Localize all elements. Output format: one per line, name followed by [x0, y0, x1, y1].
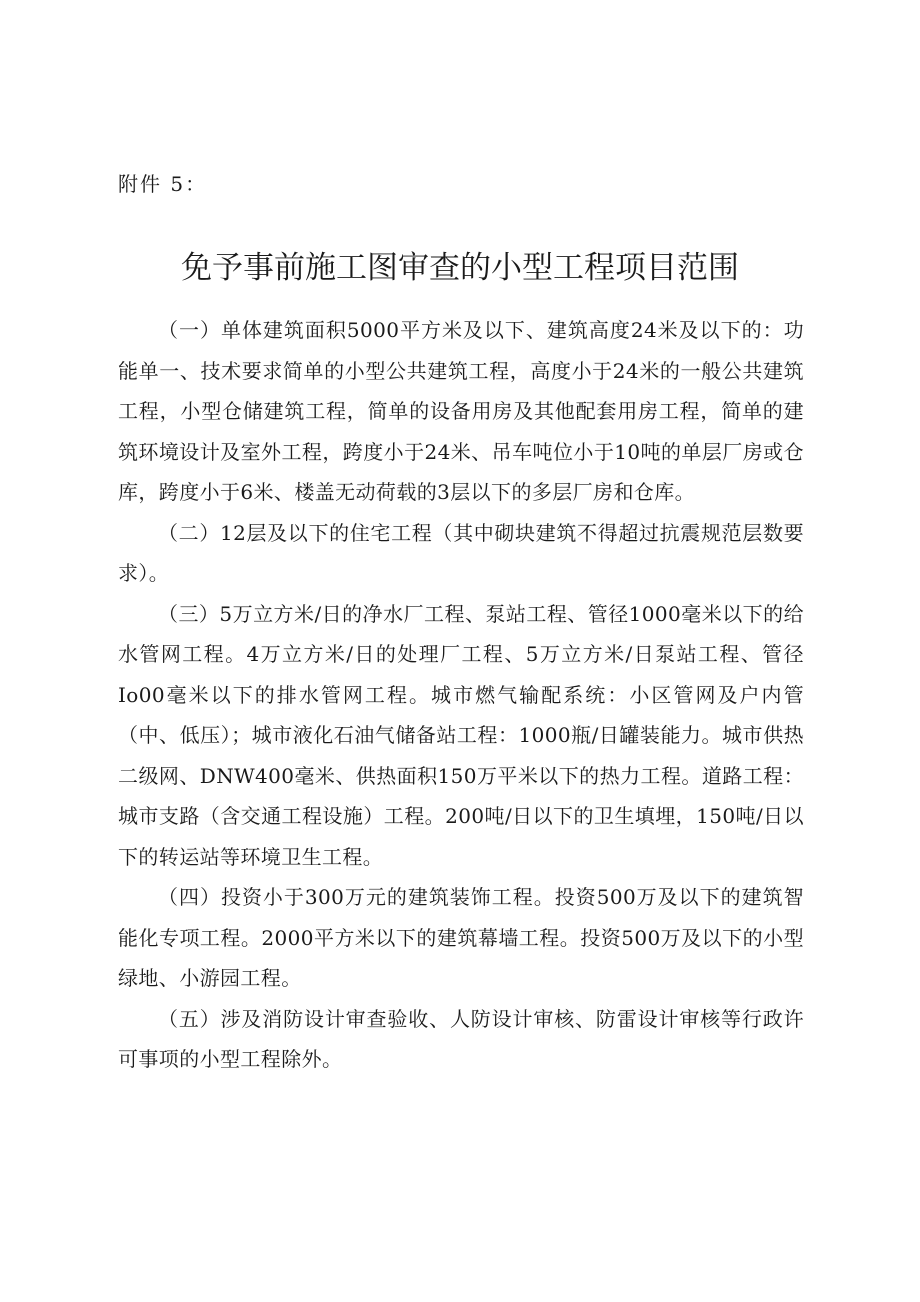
paragraph-4: （四）投资小于300万元的建筑装饰工程。投资500万及以下的建筑智能化专项工程。2000平方米以下的建筑幕墙工程。投资500万及以下的小型绿地、小游园工程。: [118, 885, 804, 990]
document-title: 免予事前施工图审查的小型工程项目范围: [181, 250, 739, 286]
document-body: [118, 310, 804, 1080]
paragraph-2: （二）12层及以下的住宅工程（其中砌块建筑不得超过抗震规范层数要求）。: [118, 520, 804, 585]
paragraph-3: （三）5万立方米/日的净水厂工程、泵站工程、管径1000毫米以下的给水管网工程。4万立方米/日的处理厂工程、5万立方米/日泵站工程、管径Io00毫米以下的排水管网工程。城市燃气输配系统：小区管网及户内管（中、低压）；城市液化石油气储备站工程：1000瓶/日罐装能力。城市供热二级网、DNW400毫米、供热面积150万平米以下的热力工程。道路工程：城市支路（含交通工程设施）工程。200吨/日以下的卫生填埋，150吨/日以下的转运站等环境卫生工程。: [118, 601, 804, 869]
attachment-label: 附件 5：: [118, 172, 208, 196]
paragraph-5: （五）涉及消防设计审查验收、人防设计审核、防雷设计审核等行政许可事项的小型工程除外。: [118, 1006, 804, 1071]
paragraph-1: （一）单体建筑面积5000平方米及以下、建筑高度24米及以下的：功能单一、技术要求简单的小型公共建筑工程，高度小于24米的一般公共建筑工程，小型仓储建筑工程，简单的设备用房及其他配套用房工程，简单的建筑环境设计及室外工程，跨度小于24米、吊车吨位小于10吨的单层厂房或仓库，跨度小于6米、楼盖无动荷载的3层以下的多层厂房和仓库。: [118, 318, 804, 504]
